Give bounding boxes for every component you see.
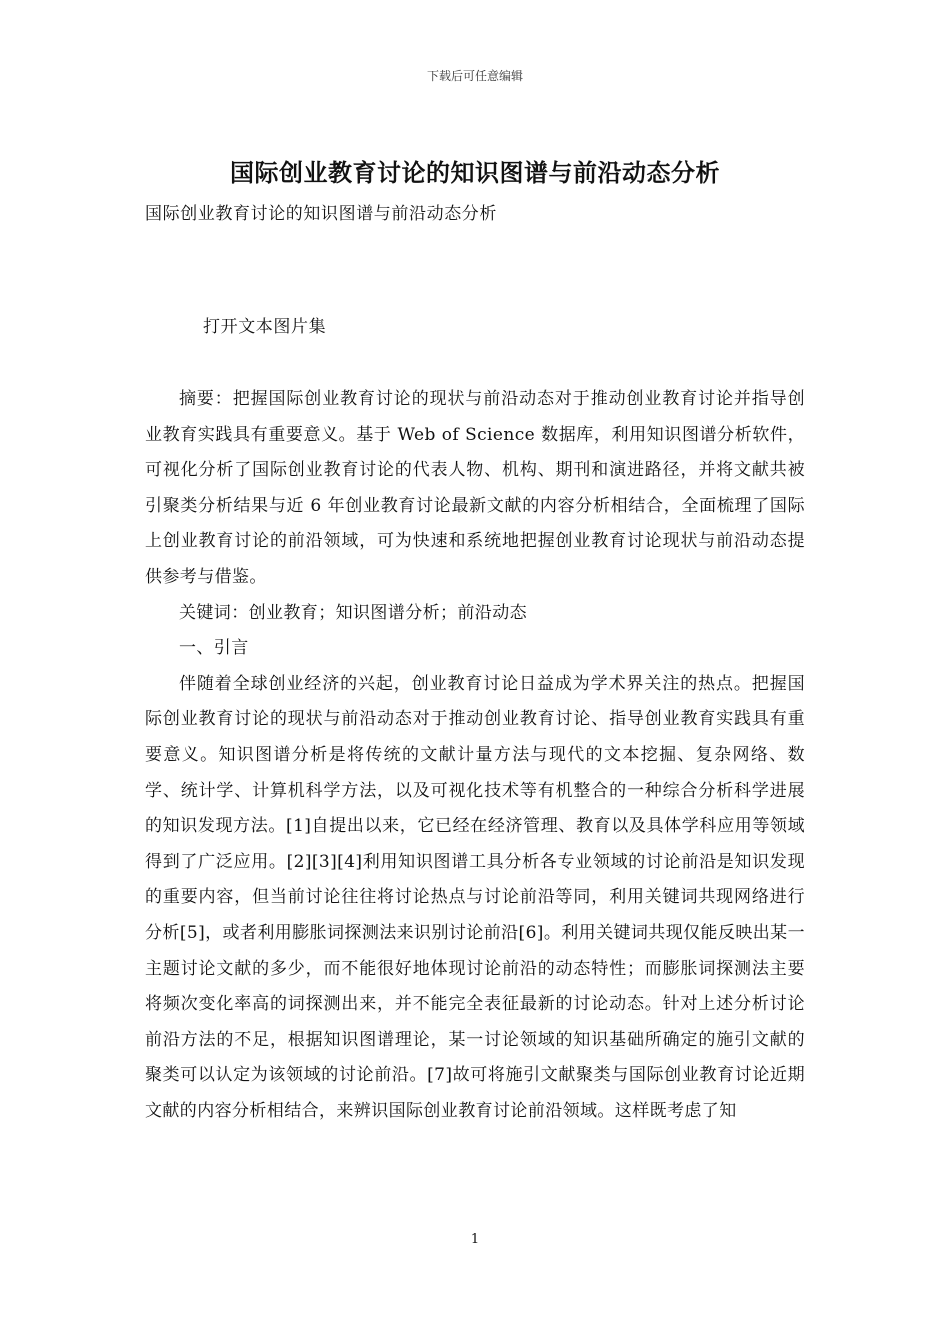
open-image-set-link[interactable]: 打开文本图片集 (203, 317, 327, 337)
page-number: 1 (470, 1232, 480, 1247)
abstract-paragraph: 摘要：把握国际创业教育讨论的现状与前沿动态对于推动创业教育讨论并指导创业教育实践具有重要意义。基于 Web of Science 数据库，利用知识图谱分析软件，可视化分析了国际创业教育讨论的代表人物、机构、期刊和演进路径，并将文献共被引聚类分析结果与近 6 年创业教育讨论最新文献的内容分析相结合，全面梳理了国际上创业教育讨论的前沿领域，可为快速和系统地把握创业教育讨论现状与前沿动态提供参考与借鉴。 (145, 389, 805, 587)
download-note: 下载后可任意编辑 (426, 69, 523, 83)
document-subtitle: 国际创业教育讨论的知识图谱与前沿动态分析 (145, 204, 497, 224)
intro-paragraph: 伴随着全球创业经济的兴起，创业教育讨论日益成为学术界关注的热点。把握国际创业教育讨论的现状与前沿动态对于推动创业教育讨论、指导创业教育实践具有重要意义。知识图谱分析是将传统的文献计量方法与现代的文本挖掘、复杂网络、数学、统计学、计算机科学方法，以及可视化技术等有机整合的一种综合分析科学进展的知识发现方法。[1]自提出以来，它已经在经济管理、教育以及具体学科应用等领域得到了广泛应用。[2][3][4]利用知识图谱工具分析各专业领域的讨论前沿是知识发现的重要内容，但当前讨论往往将讨论热点与讨论前沿等同，利用关键词共现网络进行分析[5]，或者利用膨胀词探测法来识别讨论前沿[6]。利用关键词共现仅能反映出某一主题讨论文献的多少，而不能很好地体现讨论前沿的动态特性；而膨胀词探测法主要将频次变化率高的词探测出来，并不能完全表征最新的讨论动态。针对上述分析讨论前沿方法的不足，根据知识图谱理论，某一讨论领域的知识基础所确定的施引文献的聚类可以认定为该领域的讨论前沿。[7]故可将施引文献聚类与国际创业教育讨论近期文献的内容分析相结合，来辨识国际创业教育讨论前沿领域。这样既考虑了知 (145, 673, 805, 1121)
keywords-paragraph: 关键词：创业教育；知识图谱分析；前沿动态 (179, 602, 527, 623)
document-title: 国际创业教育讨论的知识图谱与前沿动态分析 (230, 159, 720, 187)
section-heading: 一、引言 (179, 638, 249, 659)
document-body (145, 382, 805, 1129)
